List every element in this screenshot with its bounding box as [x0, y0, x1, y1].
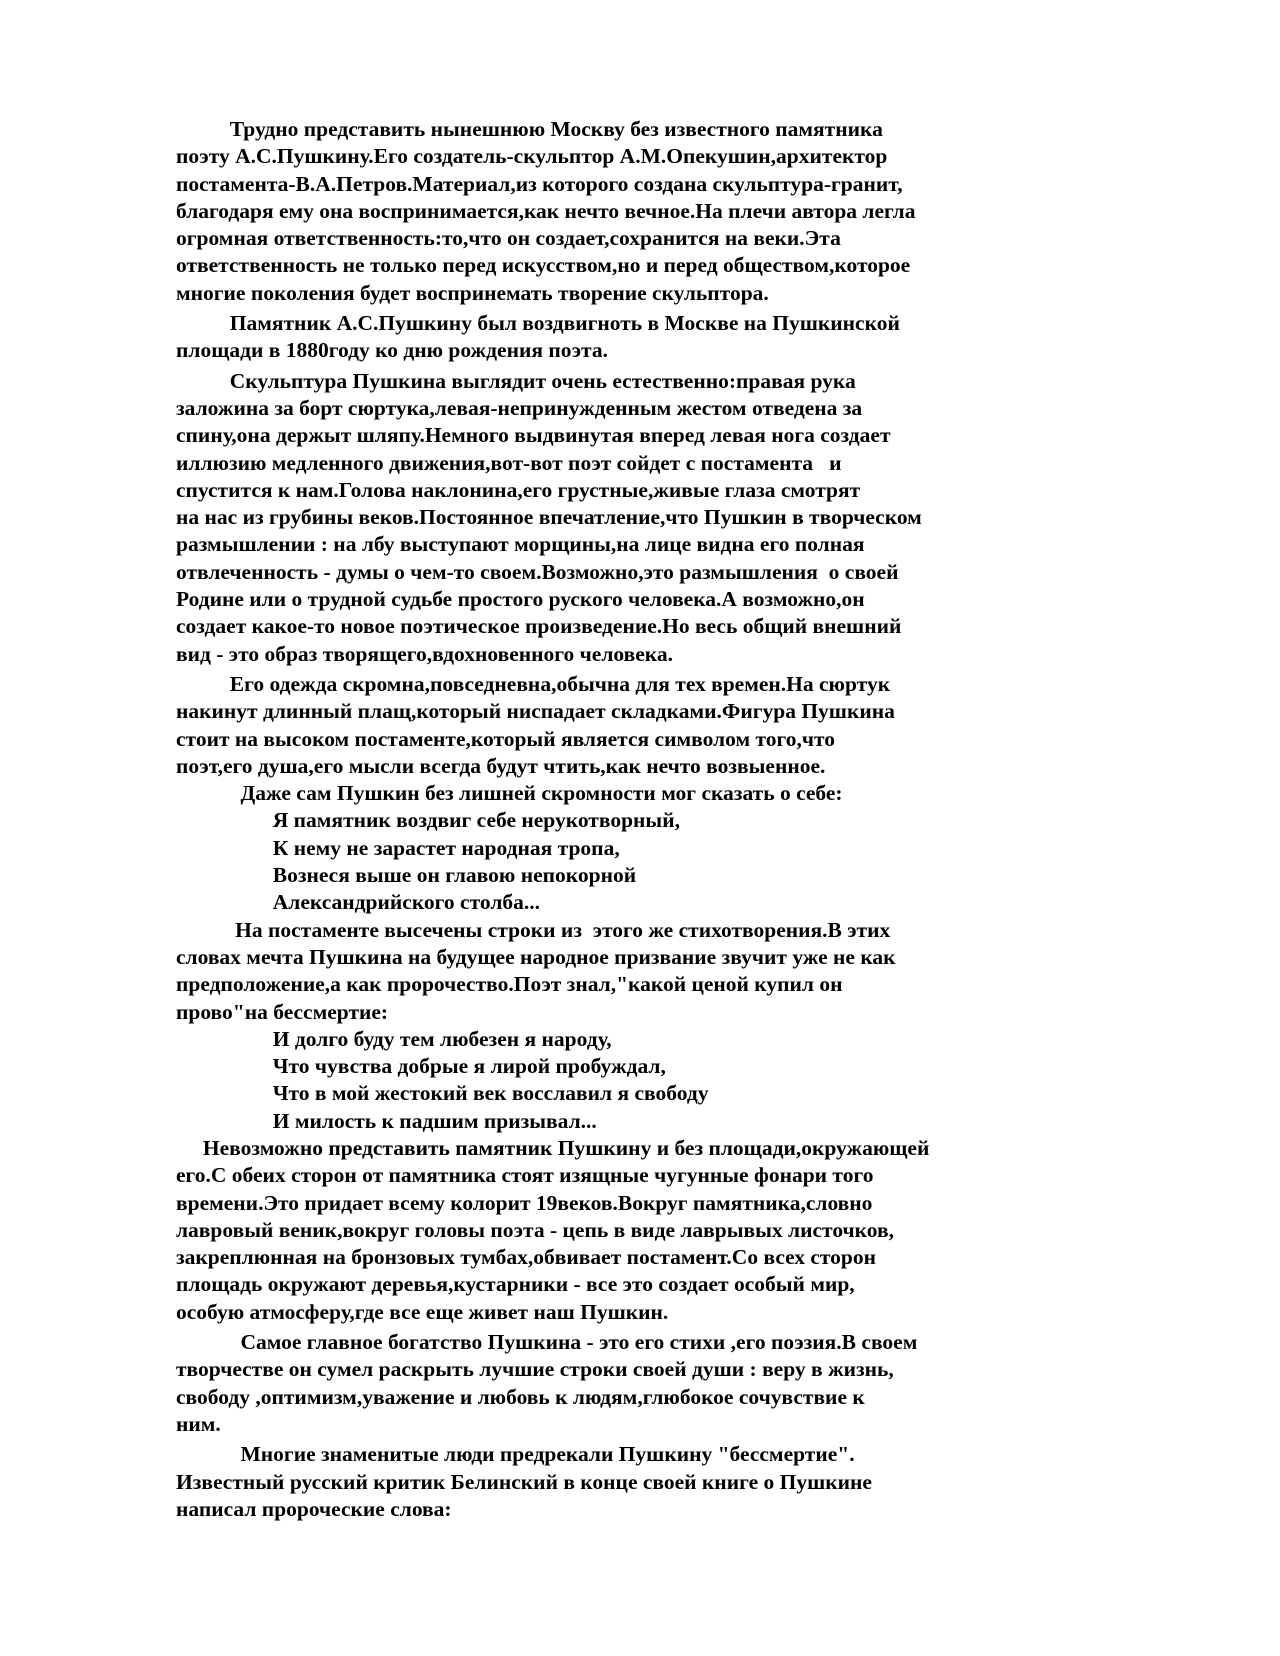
text-line: на нас из грубины веков.Постоянное впечатление,что Пушкин в творческом [176, 505, 922, 530]
text-line: прово"на бессмертие: [176, 999, 389, 1024]
document-body [176, 116, 1076, 1523]
text-line: На постаменте высечены строки из этого же стихотворения.В этих [176, 917, 891, 942]
text-line: Скульптура Пушкина выглядит очень естественно:правая рука [176, 368, 856, 393]
text-line: спину,она держыт шляпу.Немного выдвинутая вперед левая нога создает [176, 423, 891, 448]
text-line: лавровый веник,вокруг головы поэта - цепь в виде лаврывых листочков, [176, 1217, 894, 1242]
text-line: создает какое-то новое поэтическое произведение.Но весь общий внешний [176, 614, 902, 639]
text-line: огромная ответственность:то,что он создает,сохранится на веки.Эта [176, 226, 841, 251]
text-line: поэту А.С.Пушкину.Его создатель-скульптор А.М.Опекушин,архитектор [176, 144, 888, 169]
text-line: поэт,его душа,его мысли всегда будут чтить,как нечто возвыенное. [176, 753, 826, 778]
text-line: спустится к нам.Голова наклонина,его грустные,живые глаза смотрят [176, 477, 861, 502]
text-line: Родине или о трудной судьбе простого руского человека.А возможно,он [176, 587, 865, 612]
text-line: ответственность не только перед искусством,но и перед обществом,которое [176, 253, 911, 278]
text-line: особую атмосферу,где все еще живет наш Пушкин. [176, 1299, 669, 1324]
text-line: Даже сам Пушкин без лишней скромности мог сказать о себе: [176, 781, 843, 806]
text-line: Самое главное богатство Пушкина - это его стихи ,его поэзия.В своем [176, 1330, 918, 1355]
text-line: Его одежда скромна,повседневна,обычна для тех времен.На сюртук [176, 671, 891, 696]
text-line: Трудно представить нынешнюю Москву без известного памятника [176, 117, 883, 141]
text-line: Памятник А.С.Пушкину был воздвигноть в Москве на Пушкинской [176, 311, 900, 336]
text-line: отвлеченность - думы о чем-то своем.Возможно,это размышления о своей [176, 559, 899, 584]
text-line: предположение,а как пророчество.Поэт знал,"какой ценой купил он [176, 972, 843, 997]
text-line: Известный русский критик Белинский в конце своей книге о Пушкине [176, 1469, 872, 1494]
text-line: творчестве он сумел раскрыть лучшие строки своей души : веру в жизнь, [176, 1357, 894, 1382]
paragraph [176, 1441, 1076, 1523]
paragraph [176, 116, 1076, 307]
text-line: словах мечта Пушкина на будущее народное призвание звучит уже не как [176, 944, 896, 969]
text-line: многие поколения будет воспринемать творение скульптора. [176, 280, 769, 305]
text-line: Я памятник воздвиг себе нерукотворный, [176, 808, 680, 833]
text-line: размышлении : на лбу выступают морщины,на лице видна его полная [176, 532, 865, 557]
paragraph [176, 1329, 1076, 1438]
paragraph [176, 368, 1076, 668]
text-line: написал пророческие слова: [176, 1496, 452, 1521]
text-line: Невозможно представить памятник Пушкину и без площади,окружающей [176, 1135, 930, 1160]
text-line: Вознеся выше он главою непокорной [176, 863, 637, 888]
text-line: времени.Это придает всему колорит 19веков.Вокруг памятника,словно [176, 1190, 873, 1215]
text-line: К нему не зарастет народная тропа, [176, 835, 620, 860]
text-line: вид - это образ творящего,вдохновенного человека. [176, 641, 673, 666]
text-line: площади в 1880году ко дню рождения поэта. [176, 338, 608, 363]
paragraph [176, 310, 1076, 365]
text-line: площадь окружают деревья,кустарники - все это создает особый мир, [176, 1272, 855, 1297]
text-line: заложина за борт сюртука,левая-непринужденным жестом отведена за [176, 395, 863, 420]
text-line: Многие знаменитые люди предрекали Пушкину "бессмертие". [176, 1442, 855, 1467]
text-line: его.С обеих сторон от памятника стоят изящные чугунные фонари того [176, 1163, 874, 1188]
text-line: благодаря ему она воспринимается,как нечто вечное.На плечи автора легла [176, 198, 916, 223]
text-line: накинут длинный плащ,который ниспадает складками.Фигура Пушкина [176, 699, 895, 724]
paragraph [176, 671, 1076, 1326]
text-line: стоит на высоком постаменте,который является символом того,что [176, 726, 836, 751]
text-line: Что в мой жестокий век восславил я свободу [176, 1081, 709, 1106]
text-line: Александрийского столба... [176, 890, 541, 915]
text-line: И долго буду тем любезен я народу, [176, 1026, 612, 1051]
text-line: И милость к падшим призывал... [176, 1108, 597, 1133]
text-line: свободу ,оптимизм,уважение и любовь к людям,глюбокое сочувствие к [176, 1384, 865, 1409]
text-line: ним. [176, 1411, 221, 1436]
text-line: иллюзию медленного движения,вот-вот поэт сойдет с постамента и [176, 450, 842, 475]
text-line: постамента-В.А.Петров.Материал,из которого создана скульптура-гранит, [176, 171, 903, 196]
text-line: Что чувства добрые я лирой пробуждал, [176, 1054, 666, 1079]
text-line: закреплюнная на бронзовых тумбах,обвивает постамент.Со всех сторон [176, 1245, 877, 1270]
